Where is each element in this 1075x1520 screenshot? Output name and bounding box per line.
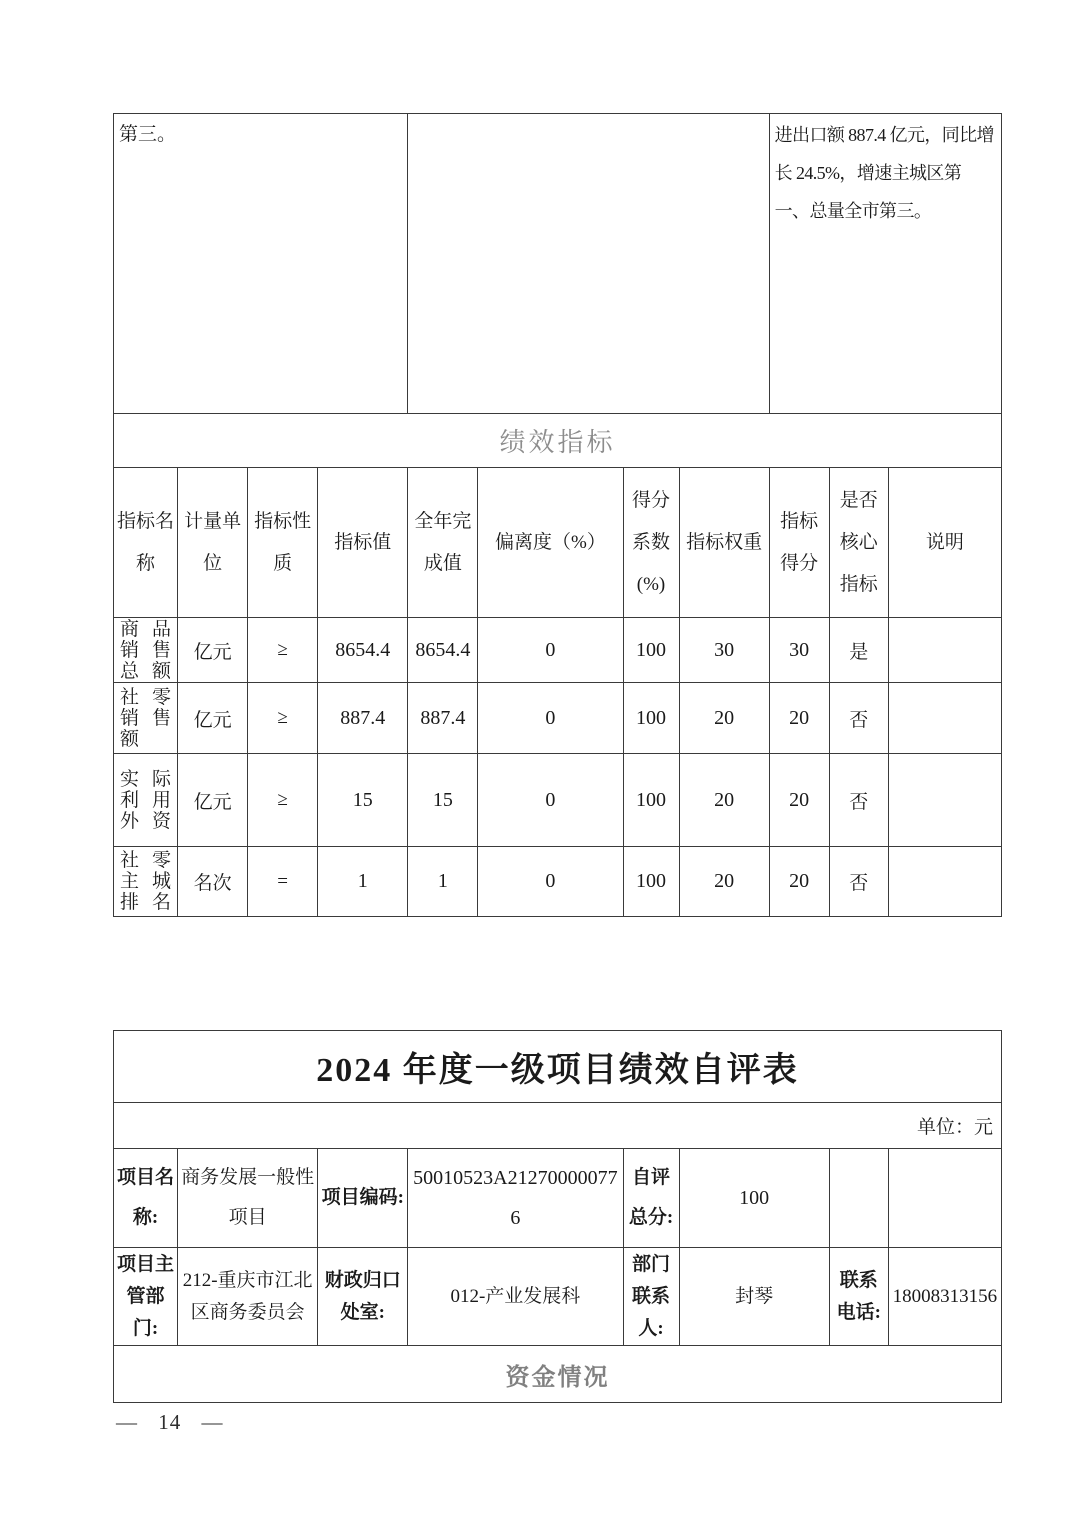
indicator-name: 实际利用外资: [114, 754, 178, 847]
indicator-unit: 亿元: [178, 754, 248, 847]
indicators-table: [113, 113, 1002, 917]
self-eval-table: [113, 1030, 1002, 1403]
indicator-weight: 30: [679, 618, 769, 683]
header-deviation: 偏离度（%）: [478, 468, 623, 618]
indicator-name: 社零主城排名: [114, 847, 178, 917]
indicator-score: 20: [769, 847, 829, 917]
indicators-section-row: [114, 414, 1002, 468]
indicator-completed: 8654.4: [408, 618, 478, 683]
table-row: [114, 847, 1002, 917]
indicator-deviation: 0: [478, 847, 623, 917]
indicator-weight: 20: [679, 847, 769, 917]
indicator-core: 否: [829, 683, 888, 754]
indicator-target: 8654.4: [318, 618, 408, 683]
indicator-target: 887.4: [318, 683, 408, 754]
indicators-section-title: 绩效指标: [114, 414, 1002, 468]
indicator-core: 否: [829, 847, 888, 917]
empty-cell: [829, 1149, 888, 1248]
indicators-header-row: [114, 468, 1002, 618]
indicator-coefficient: 100: [623, 847, 679, 917]
indicator-note: [888, 754, 1001, 847]
empty-cell: [888, 1149, 1001, 1248]
indicator-unit: 亿元: [178, 683, 248, 754]
competent-dept-label: 项目主管部门:: [114, 1248, 178, 1346]
continuation-middle-cell: [408, 114, 769, 414]
indicator-coefficient: 100: [623, 618, 679, 683]
self-score-label: 自评总分:: [623, 1149, 679, 1248]
contact-person-label: 部门联系人:: [623, 1248, 679, 1346]
continuation-right-cell: 进出口额 887.4 亿元，同比增长 24.5%，增速主城区第一、总量全市第三。: [769, 114, 1001, 414]
indicator-target: 1: [318, 847, 408, 917]
header-weight: 指标权重: [679, 468, 769, 618]
header-coefficient: 得分系数(%): [623, 468, 679, 618]
indicator-nature: ≥: [248, 683, 318, 754]
indicator-coefficient: 100: [623, 683, 679, 754]
indicator-unit: 名次: [178, 847, 248, 917]
indicator-note: [888, 618, 1001, 683]
header-note: 说明: [888, 468, 1001, 618]
indicator-core: 否: [829, 754, 888, 847]
project-code-value: 50010523A212700000776: [408, 1149, 623, 1248]
header-nature: 指标性质: [248, 468, 318, 618]
table-row: [114, 618, 1002, 683]
indicator-target: 15: [318, 754, 408, 847]
continuation-row: [114, 114, 1002, 414]
indicator-name: 商品销售总额: [114, 618, 178, 683]
project-name-value: 商务发展一般性项目: [178, 1149, 318, 1248]
indicator-unit: 亿元: [178, 618, 248, 683]
indicator-note: [888, 847, 1001, 917]
finance-office-value: 012-产业发展科: [408, 1248, 623, 1346]
unit-note: 单位：元: [114, 1103, 1002, 1149]
header-indicator-name: 指标名称: [114, 468, 178, 618]
header-unit: 计量单位: [178, 468, 248, 618]
contact-person-value: 封琴: [679, 1248, 829, 1346]
competent-dept-value: 212-重庆市江北区商务委员会: [178, 1248, 318, 1346]
indicator-coefficient: 100: [623, 754, 679, 847]
project-info-row-2: [114, 1248, 1002, 1346]
header-core: 是否核心指标: [829, 468, 888, 618]
finance-office-label: 财政归口处室:: [318, 1248, 408, 1346]
funds-section-title: 资金情况: [114, 1346, 1002, 1403]
indicator-completed: 1: [408, 847, 478, 917]
indicator-core: 是: [829, 618, 888, 683]
project-info-row-1: [114, 1149, 1002, 1248]
indicator-completed: 887.4: [408, 683, 478, 754]
indicator-score: 20: [769, 754, 829, 847]
header-completed-value: 全年完成值: [408, 468, 478, 618]
indicator-nature: ≥: [248, 618, 318, 683]
continuation-left-cell: 第三。: [114, 114, 408, 414]
contact-phone-value: 18008313156: [888, 1248, 1001, 1346]
indicator-weight: 20: [679, 683, 769, 754]
indicator-deviation: 0: [478, 618, 623, 683]
indicator-score: 20: [769, 683, 829, 754]
indicator-note: [888, 683, 1001, 754]
indicator-nature: =: [248, 847, 318, 917]
self-eval-title: 2024 年度一级项目绩效自评表: [114, 1031, 1002, 1103]
table-row: [114, 754, 1002, 847]
indicator-score: 30: [769, 618, 829, 683]
funds-section-row: [114, 1346, 1002, 1403]
indicator-deviation: 0: [478, 683, 623, 754]
header-score: 指标得分: [769, 468, 829, 618]
indicator-completed: 15: [408, 754, 478, 847]
indicator-nature: ≥: [248, 754, 318, 847]
unit-note-row: [114, 1103, 1002, 1149]
page-number: — 14 —: [116, 1410, 224, 1434]
project-code-label: 项目编码:: [318, 1149, 408, 1248]
indicator-weight: 20: [679, 754, 769, 847]
self-eval-title-row: [114, 1031, 1002, 1103]
indicator-deviation: 0: [478, 754, 623, 847]
contact-phone-label: 联系电话:: [829, 1248, 888, 1346]
header-target-value: 指标值: [318, 468, 408, 618]
indicator-name: 社零销售额: [114, 683, 178, 754]
project-name-label: 项目名称:: [114, 1149, 178, 1248]
self-score-value: 100: [679, 1149, 829, 1248]
table-row: [114, 683, 1002, 754]
